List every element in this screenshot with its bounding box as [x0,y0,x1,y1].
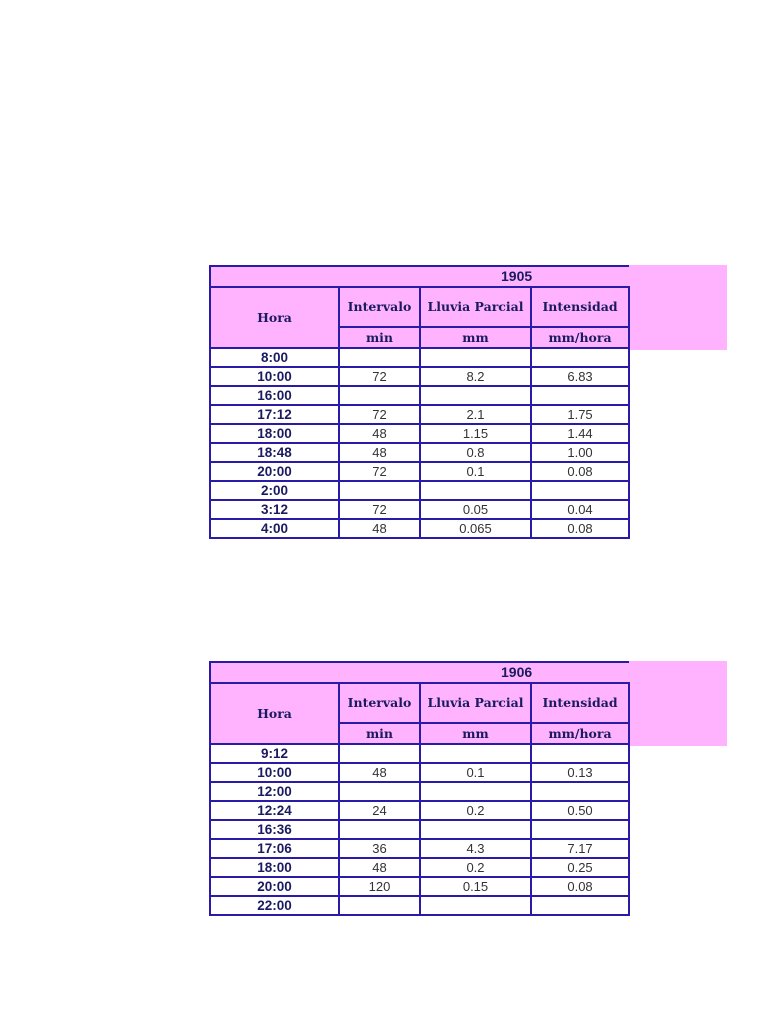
header-intensidad: Intensidad [531,683,629,723]
cell-lluvia: 0.15 [420,877,531,896]
cell-lluvia [420,782,531,801]
cell-intervalo: 72 [339,405,420,424]
cell-intervalo [339,782,420,801]
cell-lluvia [420,896,531,915]
cell-intervalo [339,481,420,500]
table-row [210,367,629,386]
cell-lluvia [420,386,531,405]
cell-intervalo [339,386,420,405]
table-row [210,462,629,481]
unit-intensidad: mm/hora [531,723,629,744]
cell-intervalo: 72 [339,367,420,386]
cell-intensidad: 1.44 [531,424,629,443]
year-cell [210,266,629,287]
cell-intervalo: 48 [339,858,420,877]
header-highlight [627,265,727,350]
header-highlight [627,661,727,746]
cell-intensidad: 0.13 [531,763,629,782]
cell-hora: 20:00 [210,462,339,481]
cell-intensidad [531,386,629,405]
cell-intensidad [531,782,629,801]
cell-lluvia: 0.05 [420,500,531,519]
cell-hora: 10:00 [210,763,339,782]
table-row [210,443,629,462]
cell-intervalo: 48 [339,443,420,462]
cell-intensidad: 7.17 [531,839,629,858]
cell-intensidad: 1.00 [531,443,629,462]
cell-lluvia [420,820,531,839]
table-row [210,839,629,858]
header-hora: Hora [210,683,339,744]
cell-intensidad [531,820,629,839]
cell-intervalo [339,744,420,763]
rain-table [209,265,630,539]
cell-intervalo: 48 [339,424,420,443]
cell-intensidad [531,896,629,915]
table-row [210,801,629,820]
cell-hora: 10:00 [210,367,339,386]
cell-intervalo: 72 [339,500,420,519]
cell-intervalo: 48 [339,519,420,538]
cell-lluvia [420,744,531,763]
header-intervalo: Intervalo [339,287,420,327]
year-label: 1906 [501,664,533,680]
cell-lluvia: 8.2 [420,367,531,386]
cell-lluvia [420,348,531,367]
table-row [210,782,629,801]
table-row [210,481,629,500]
table-row [210,386,629,405]
cell-hora: 4:00 [210,519,339,538]
cell-hora: 18:00 [210,424,339,443]
rain-table [209,661,630,916]
year-row [210,266,629,287]
cell-intervalo: 72 [339,462,420,481]
cell-hora: 3:12 [210,500,339,519]
cell-lluvia: 1.15 [420,424,531,443]
cell-lluvia: 0.065 [420,519,531,538]
table-row [210,348,629,367]
header-intensidad: Intensidad [531,287,629,327]
cell-hora: 9:12 [210,744,339,763]
year-label: 1905 [501,268,533,284]
header-lluvia: Lluvia Parcial [420,683,531,723]
cell-hora: 20:00 [210,877,339,896]
cell-hora: 18:00 [210,858,339,877]
cell-lluvia: 0.1 [420,462,531,481]
cell-intervalo: 24 [339,801,420,820]
cell-hora: 16:36 [210,820,339,839]
header-row [210,287,629,327]
cell-hora: 22:00 [210,896,339,915]
cell-hora: 16:00 [210,386,339,405]
cell-intervalo [339,896,420,915]
unit-intervalo: min [339,723,420,744]
cell-lluvia [420,481,531,500]
cell-intensidad [531,481,629,500]
cell-intensidad: 0.25 [531,858,629,877]
cell-lluvia: 0.2 [420,858,531,877]
cell-intensidad: 0.08 [531,462,629,481]
cell-intensidad: 0.08 [531,519,629,538]
header-lluvia: Lluvia Parcial [420,287,531,327]
header-intervalo: Intervalo [339,683,420,723]
cell-hora: 18:48 [210,443,339,462]
unit-lluvia: mm [420,723,531,744]
header-row [210,683,629,723]
cell-lluvia: 0.2 [420,801,531,820]
table-row [210,500,629,519]
unit-intensidad: mm/hora [531,327,629,348]
header-hora: Hora [210,287,339,348]
table-row [210,424,629,443]
table-row [210,896,629,915]
cell-intervalo: 48 [339,763,420,782]
cell-intensidad: 0.08 [531,877,629,896]
table-row [210,877,629,896]
year-cell [210,662,629,683]
cell-intervalo: 120 [339,877,420,896]
cell-intensidad: 0.04 [531,500,629,519]
table-row [210,858,629,877]
cell-hora: 17:12 [210,405,339,424]
table-row [210,763,629,782]
cell-intervalo [339,348,420,367]
cell-hora: 8:00 [210,348,339,367]
unit-lluvia: mm [420,327,531,348]
unit-intervalo: min [339,327,420,348]
table-row [210,519,629,538]
cell-lluvia: 0.1 [420,763,531,782]
table-row [210,744,629,763]
cell-intensidad: 0.50 [531,801,629,820]
cell-intensidad [531,744,629,763]
cell-intervalo: 36 [339,839,420,858]
table-row [210,820,629,839]
year-row [210,662,629,683]
cell-hora: 2:00 [210,481,339,500]
cell-intervalo [339,820,420,839]
cell-lluvia: 4.3 [420,839,531,858]
cell-hora: 12:00 [210,782,339,801]
cell-intensidad: 1.75 [531,405,629,424]
cell-intensidad [531,348,629,367]
cell-hora: 12:24 [210,801,339,820]
table-row [210,405,629,424]
cell-lluvia: 2.1 [420,405,531,424]
cell-lluvia: 0.8 [420,443,531,462]
cell-hora: 17:06 [210,839,339,858]
cell-intensidad: 6.83 [531,367,629,386]
